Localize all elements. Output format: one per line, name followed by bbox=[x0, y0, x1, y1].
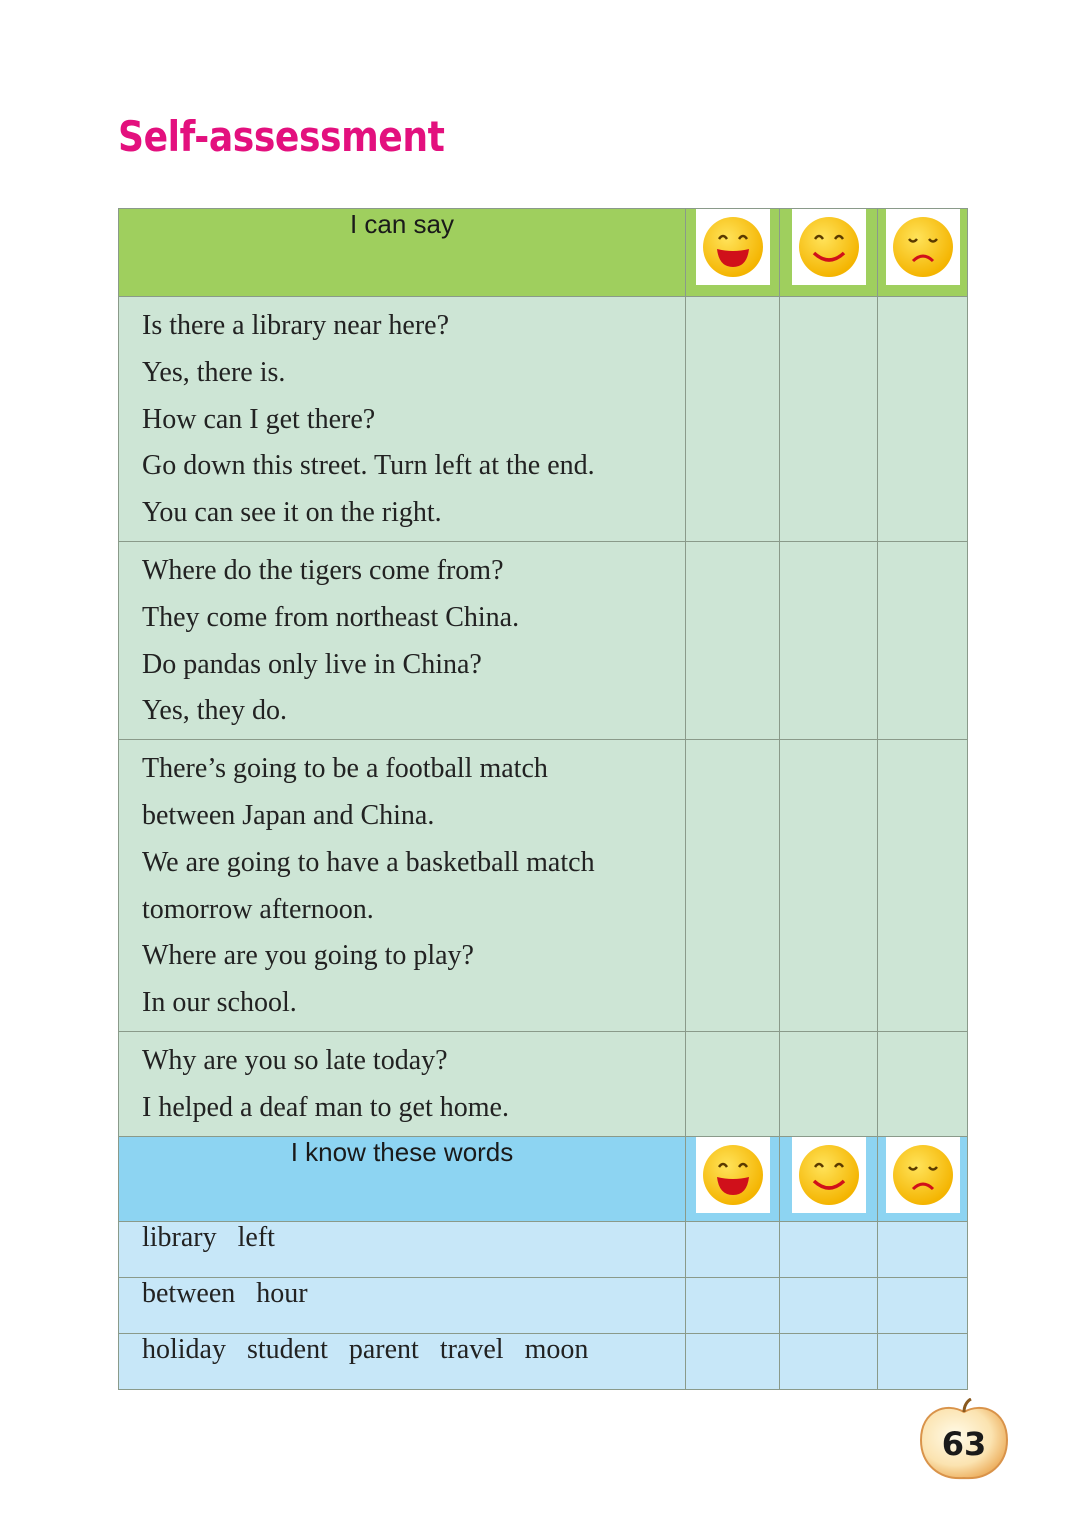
say-header-row bbox=[119, 209, 968, 297]
face-column-sad bbox=[878, 1136, 968, 1221]
check-cell-sad[interactable] bbox=[878, 1277, 968, 1333]
say-header: I can say bbox=[119, 209, 686, 297]
say-line: Why are you so late today? bbox=[142, 1044, 448, 1076]
say-row bbox=[119, 1031, 968, 1136]
word-text-cell bbox=[119, 1277, 686, 1333]
say-line: I helped a deaf man to get home. bbox=[142, 1091, 509, 1123]
face-column-happy bbox=[686, 1136, 780, 1221]
say-line: Is there a library near here? bbox=[142, 310, 450, 341]
smiling-face-icon bbox=[797, 215, 861, 279]
sad-face-icon bbox=[891, 215, 955, 279]
check-cell-happy[interactable] bbox=[686, 1277, 780, 1333]
check-cell-sad[interactable] bbox=[878, 740, 968, 1032]
check-cell-ok[interactable] bbox=[780, 1221, 878, 1277]
check-cell-happy[interactable] bbox=[686, 1333, 780, 1389]
say-row bbox=[119, 541, 968, 739]
smiling-face-icon bbox=[797, 1143, 861, 1207]
check-cell-ok[interactable] bbox=[780, 1277, 878, 1333]
say-row bbox=[119, 740, 968, 1032]
say-line: In our school. bbox=[142, 987, 297, 1019]
self-assessment-table bbox=[118, 208, 968, 1390]
page-number-badge bbox=[917, 1398, 1011, 1482]
check-cell-ok[interactable] bbox=[780, 1333, 878, 1389]
say-text-cell bbox=[119, 541, 686, 739]
check-cell-sad[interactable] bbox=[878, 1333, 968, 1389]
check-cell-happy[interactable] bbox=[686, 297, 780, 542]
words-header-row bbox=[119, 1136, 968, 1221]
say-line: Yes, there is. bbox=[142, 356, 286, 388]
say-line: Where are you going to play? bbox=[142, 940, 474, 972]
say-line: Where do the tigers come from? bbox=[142, 554, 504, 586]
laughing-face-icon bbox=[701, 215, 765, 279]
word-list: between hour bbox=[142, 1277, 308, 1309]
word-row bbox=[119, 1333, 968, 1389]
say-line: We are going to have a basketball match bbox=[142, 846, 595, 878]
say-line: They come from northeast China. bbox=[142, 601, 520, 633]
say-row bbox=[119, 297, 968, 542]
say-line: You can see it on the right. bbox=[142, 497, 442, 529]
face-column-ok bbox=[780, 209, 878, 297]
check-cell-sad[interactable] bbox=[878, 541, 968, 739]
check-cell-sad[interactable] bbox=[878, 1221, 968, 1277]
face-column-ok bbox=[780, 1136, 878, 1221]
say-line: There’s going to be a football match bbox=[142, 753, 548, 785]
word-list: holiday student parent travel moon bbox=[142, 1333, 589, 1365]
check-cell-happy[interactable] bbox=[686, 1221, 780, 1277]
say-text-cell bbox=[119, 740, 686, 1032]
check-cell-sad[interactable] bbox=[878, 1031, 968, 1136]
check-cell-happy[interactable] bbox=[686, 1031, 780, 1136]
sad-face-icon bbox=[891, 1143, 955, 1207]
say-line: Go down this street. Turn left at the end. bbox=[142, 450, 595, 482]
check-cell-ok[interactable] bbox=[780, 297, 878, 542]
word-row bbox=[119, 1221, 968, 1277]
face-column-happy bbox=[686, 209, 780, 297]
words-header: I know these words bbox=[119, 1136, 686, 1221]
say-line: Yes, they do. bbox=[142, 695, 287, 727]
check-cell-ok[interactable] bbox=[780, 541, 878, 739]
check-cell-ok[interactable] bbox=[780, 1031, 878, 1136]
page-title: Self-assessment bbox=[118, 112, 445, 161]
say-line: How can I get there? bbox=[142, 403, 376, 435]
check-cell-happy[interactable] bbox=[686, 740, 780, 1032]
say-text-cell bbox=[119, 297, 686, 542]
check-cell-sad[interactable] bbox=[878, 297, 968, 542]
face-column-sad bbox=[878, 209, 968, 297]
page-number: 63 bbox=[941, 1425, 987, 1463]
say-line: between Japan and China. bbox=[142, 799, 435, 831]
word-row bbox=[119, 1277, 968, 1333]
check-cell-ok[interactable] bbox=[780, 740, 878, 1032]
laughing-face-icon bbox=[701, 1143, 765, 1207]
word-text-cell bbox=[119, 1333, 686, 1389]
word-text-cell bbox=[119, 1221, 686, 1277]
word-list: library left bbox=[142, 1221, 275, 1253]
check-cell-happy[interactable] bbox=[686, 541, 780, 739]
say-line: tomorrow afternoon. bbox=[142, 893, 374, 925]
say-line: Do pandas only live in China? bbox=[142, 648, 482, 680]
say-text-cell bbox=[119, 1031, 686, 1136]
